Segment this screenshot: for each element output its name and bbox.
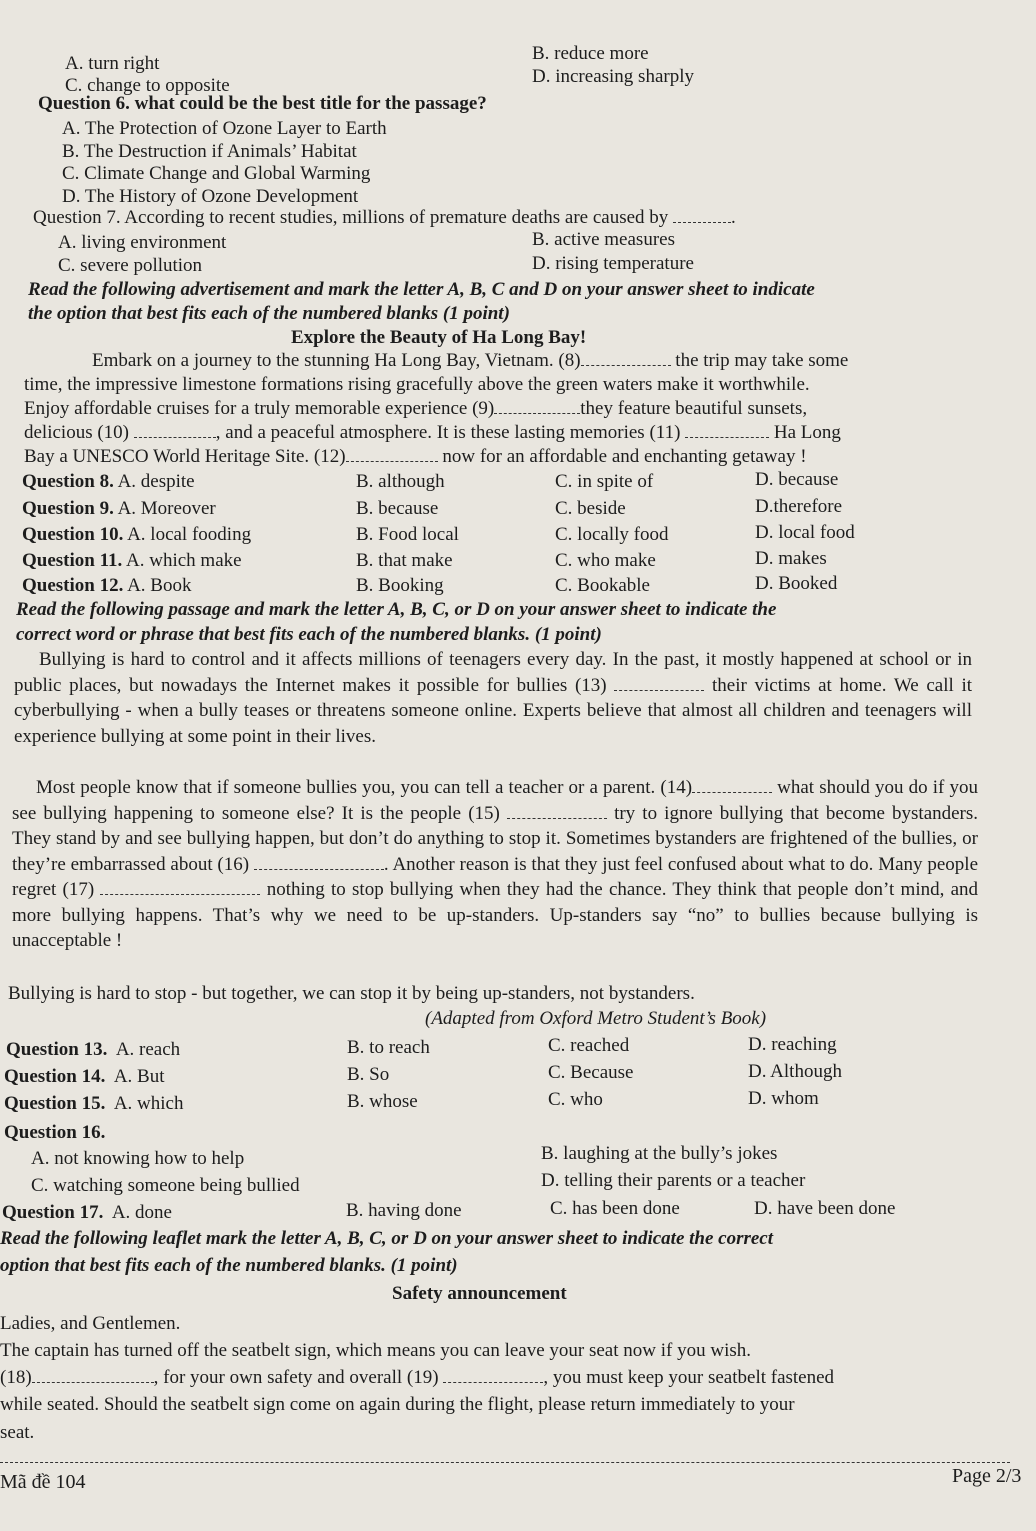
q8-row [22, 470, 195, 494]
q15-option-d: D. whom [748, 1088, 819, 1109]
q17-option-c: C. has been done [550, 1198, 680, 1219]
q13-option-b: B. to reach [347, 1037, 430, 1058]
q16-option-d: D. telling their parents or a teacher [541, 1170, 806, 1191]
q12-option-c: C. Bookable [555, 575, 650, 596]
q8-option-d: D. because [755, 469, 839, 490]
blank-16 [254, 853, 384, 870]
q16-option-b: B. laughing at the bully’s jokes [541, 1143, 778, 1164]
advert-line-3a: Enjoy affordable cruises for a truly memorable experience (9) [24, 398, 495, 419]
q10-option-a: A. local fooding [127, 524, 252, 545]
leaflet-line-2b: , for your own safety and overall (19) [153, 1367, 439, 1388]
q7-option-b: B. active measures [532, 229, 675, 250]
leaflet-line-3: while seated. Should the seatbelt sign come on again during the flight, please return immediately to your [0, 1394, 795, 1415]
advert-line-1a: Embark on a journey to the stunning Ha Long Bay, Vietnam. (8) [92, 350, 581, 371]
blank-9 [494, 397, 580, 414]
footer-exam-code: Mã đề 104 [0, 1471, 86, 1493]
passage-source: (Adapted from Oxford Metro Student’s Book) [425, 1008, 767, 1029]
leaflet-line-4: seat. [0, 1422, 35, 1443]
q11-option-a: A. which make [126, 550, 242, 571]
passage-p2b: what should you do if you see bullying happening to someone else? It is the people [12, 777, 978, 824]
advert-line-2: time, the impressive limestone formations rising gracefully above the green waters make it worthwhile. [24, 374, 810, 395]
q12-label: Question 12. [22, 575, 124, 596]
q12-option-a: A. Book [127, 575, 192, 596]
passage-paragraph-1 [14, 647, 972, 749]
q6-option-a: A. The Protection of Ozone Layer to Earth [62, 118, 387, 139]
q9-option-d: D.therefore [755, 496, 843, 517]
q5-option-b: B. reduce more [532, 43, 649, 64]
passage-p1a: Bullying is hard to control and it affects millions of teenagers every day. In the past, it mostly happened at school or in public places, but nowadays the Internet makes it possible for bullies (13) [14, 649, 972, 696]
footer-page-number: Page 2/3 [952, 1465, 1022, 1487]
q17-label: Question 17. [2, 1202, 104, 1223]
q5-option-c: C. change to opposite [65, 75, 230, 96]
advert-line-4c: Ha Long [773, 422, 841, 443]
blank-13 [614, 674, 704, 691]
q14-option-d: D. Although [748, 1061, 842, 1082]
q8-option-a: A. despite [117, 471, 195, 492]
q16-option-a: A. not knowing how to help [31, 1148, 245, 1169]
advert-line-3b: they feature beautiful sunsets, [580, 398, 808, 419]
q10-row [22, 523, 251, 547]
blank-8 [581, 349, 671, 366]
advert-line-4 [24, 421, 841, 445]
q17-option-a: A. done [111, 1202, 172, 1223]
q17-option-b: B. having done [346, 1200, 462, 1221]
advert-line-5a: Bay a UNESCO World Heritage Site. (12) [24, 446, 346, 467]
leaflet-greeting: Ladies, and Gentlemen. [0, 1313, 181, 1334]
advert-line-5b: now for an affordable and enchanting getaway ! [442, 446, 807, 467]
blank-19 [443, 1366, 543, 1383]
q7-option-c: C. severe pollution [58, 255, 203, 276]
leaflet-line-2 [0, 1366, 834, 1390]
passage-p3c: . Another reason is that they just feel confused about what to do. Many people regret (17) [12, 853, 979, 900]
passage-p2a: Most people know that if someone bullies you, you can tell a teacher or a parent. (14) [36, 777, 693, 798]
blank-10 [134, 421, 216, 438]
q16-option-c: C. watching someone being bullied [31, 1175, 300, 1196]
q14-label: Question 14. [4, 1066, 106, 1087]
q13-label: Question 13. [6, 1039, 108, 1060]
blank-17 [100, 878, 260, 895]
blank-15 [507, 802, 607, 819]
q15-option-a: A. which [113, 1093, 184, 1114]
q15-option-c: C. who [548, 1089, 603, 1110]
q8-label: Question 8. [22, 471, 114, 492]
q13-option-d: D. reaching [748, 1034, 837, 1055]
leaflet-instruction-1: Read the following leaflet mark the letter A, B, C, or D on your answer sheet to indicate the correct [0, 1228, 774, 1249]
q10-option-c: C. locally food [555, 524, 669, 545]
q15-row [4, 1092, 183, 1116]
passage-p1b: their victims at home. We call it cyberbullying - when a bully teases or threatens someone online. Experts believe that almost all children and teenagers will experience bullying at some point in their lives. [14, 674, 973, 747]
q6-option-c: C. Climate Change and Global Warming [62, 163, 371, 184]
leaflet-title: Safety announcement [392, 1283, 567, 1304]
q10-option-b: B. Food local [356, 524, 459, 545]
q6-stem [38, 92, 487, 116]
blank-18 [32, 1366, 154, 1383]
advert-instruction-1: Read the following advertisement and mark the letter A, B, C and D on your answer sheet to indicate [28, 279, 815, 300]
q14-option-c: C. Because [548, 1062, 634, 1083]
advert-line-1b: the trip may take some [675, 350, 849, 371]
q13-row [6, 1038, 180, 1062]
q9-option-a: A. Moreover [117, 498, 216, 519]
passage-p3b: try to ignore bullying that become bystanders. They stand by and see bullying happen, but don’t do anything to stop it. Sometimes bystanders are frightened of the bullies, or they’re embarrassed about (16) [12, 802, 979, 875]
q7-option-d: D. rising temperature [532, 253, 694, 274]
passage-instruction-2: correct word or phrase that best fits each of the numbered blanks. (1 point) [16, 624, 602, 645]
passage-paragraph-4: Bullying is hard to stop - but together, we can stop it by being up-standers, not bystanders. [8, 983, 695, 1004]
q12-option-d: D. Booked [755, 573, 838, 594]
passage-p3a: (15) [468, 802, 500, 824]
q13-option-a: A. reach [115, 1039, 181, 1060]
q13-option-c: C. reached [548, 1035, 630, 1056]
q11-label: Question 11. [22, 550, 123, 571]
q14-option-b: B. So [347, 1064, 390, 1085]
q9-row [22, 497, 216, 521]
q9-option-c: C. beside [555, 498, 626, 519]
q7-stem: Question 7. According to recent studies, millions of premature deaths are caused by . [33, 207, 736, 228]
q9-option-b: B. because [356, 498, 439, 519]
q14-option-a: A. But [113, 1066, 165, 1087]
q7-option-a: A. living environment [58, 232, 227, 253]
advert-line-1 [92, 349, 848, 373]
q16-label: Question 16. [4, 1122, 106, 1143]
passage-p3d: nothing to stop bullying when they had the chance. They think that people don’t mind, and more bullying happens. That’s why we need to be up-standers. Up-standers say “no” to bullies because bullying is unacceptable ! [12, 879, 979, 951]
advert-title: Explore the Beauty of Ha Long Bay! [291, 327, 587, 348]
q12-option-b: B. Booking [356, 575, 444, 596]
q10-option-d: D. local food [755, 522, 855, 543]
advert-line-4a: delicious (10) [24, 422, 130, 443]
q6-stem-text: Question 6. what could be the best title for the passage? [38, 93, 487, 114]
blank-12 [346, 445, 438, 462]
q11-option-d: D. makes [755, 548, 827, 569]
q12-row [22, 574, 191, 598]
q11-option-c: C. who make [555, 550, 656, 571]
q7-blank [673, 206, 731, 223]
advert-line-4b: , and a peaceful atmosphere. It is these lasting memories (11) [215, 422, 681, 443]
q10-label: Question 10. [22, 524, 124, 545]
q6-option-d: D. The History of Ozone Development [62, 186, 359, 207]
passage-instruction-1: Read the following passage and mark the letter A, B, C, or D on your answer sheet to indicate the [16, 599, 777, 620]
leaflet-line-1: The captain has turned off the seatbelt sign, which means you can leave your seat now if you wish. [0, 1340, 751, 1361]
q7-stem-text: Question 7. According to recent studies, millions of premature deaths are caused by [33, 207, 669, 228]
leaflet-instruction-2: option that best fits each of the numbered blanks. (1 point) [0, 1255, 458, 1276]
advert-instruction-2: the option that best fits each of the numbered blanks (1 point) [28, 303, 510, 324]
q17-option-d: D. have been done [754, 1198, 896, 1219]
q15-option-b: B. whose [347, 1091, 418, 1112]
blank-11 [685, 421, 769, 438]
q5-option-d: D. increasing sharply [532, 66, 694, 87]
advert-line-3 [24, 397, 807, 421]
q8-option-c: C. in spite of [555, 471, 654, 492]
q14-row [4, 1065, 165, 1089]
q9-label: Question 9. [22, 498, 114, 519]
q15-label: Question 15. [4, 1093, 106, 1114]
advert-line-5 [24, 445, 807, 469]
q11-row [22, 549, 242, 573]
q5-option-a: A. turn right [65, 53, 160, 74]
leaflet-line-2c: , you must keep your seatbelt fastened [543, 1367, 835, 1388]
leaflet-line-2a: (18) [0, 1367, 32, 1388]
q17-row [2, 1201, 172, 1225]
q6-option-b: B. The Destruction if Animals’ Habitat [62, 141, 357, 162]
blank-14 [692, 776, 772, 793]
q11-option-b: B. that make [356, 550, 453, 571]
footer-divider [0, 1462, 1010, 1463]
passage-paragraph-2 [12, 775, 978, 954]
q8-option-b: B. although [356, 471, 445, 492]
